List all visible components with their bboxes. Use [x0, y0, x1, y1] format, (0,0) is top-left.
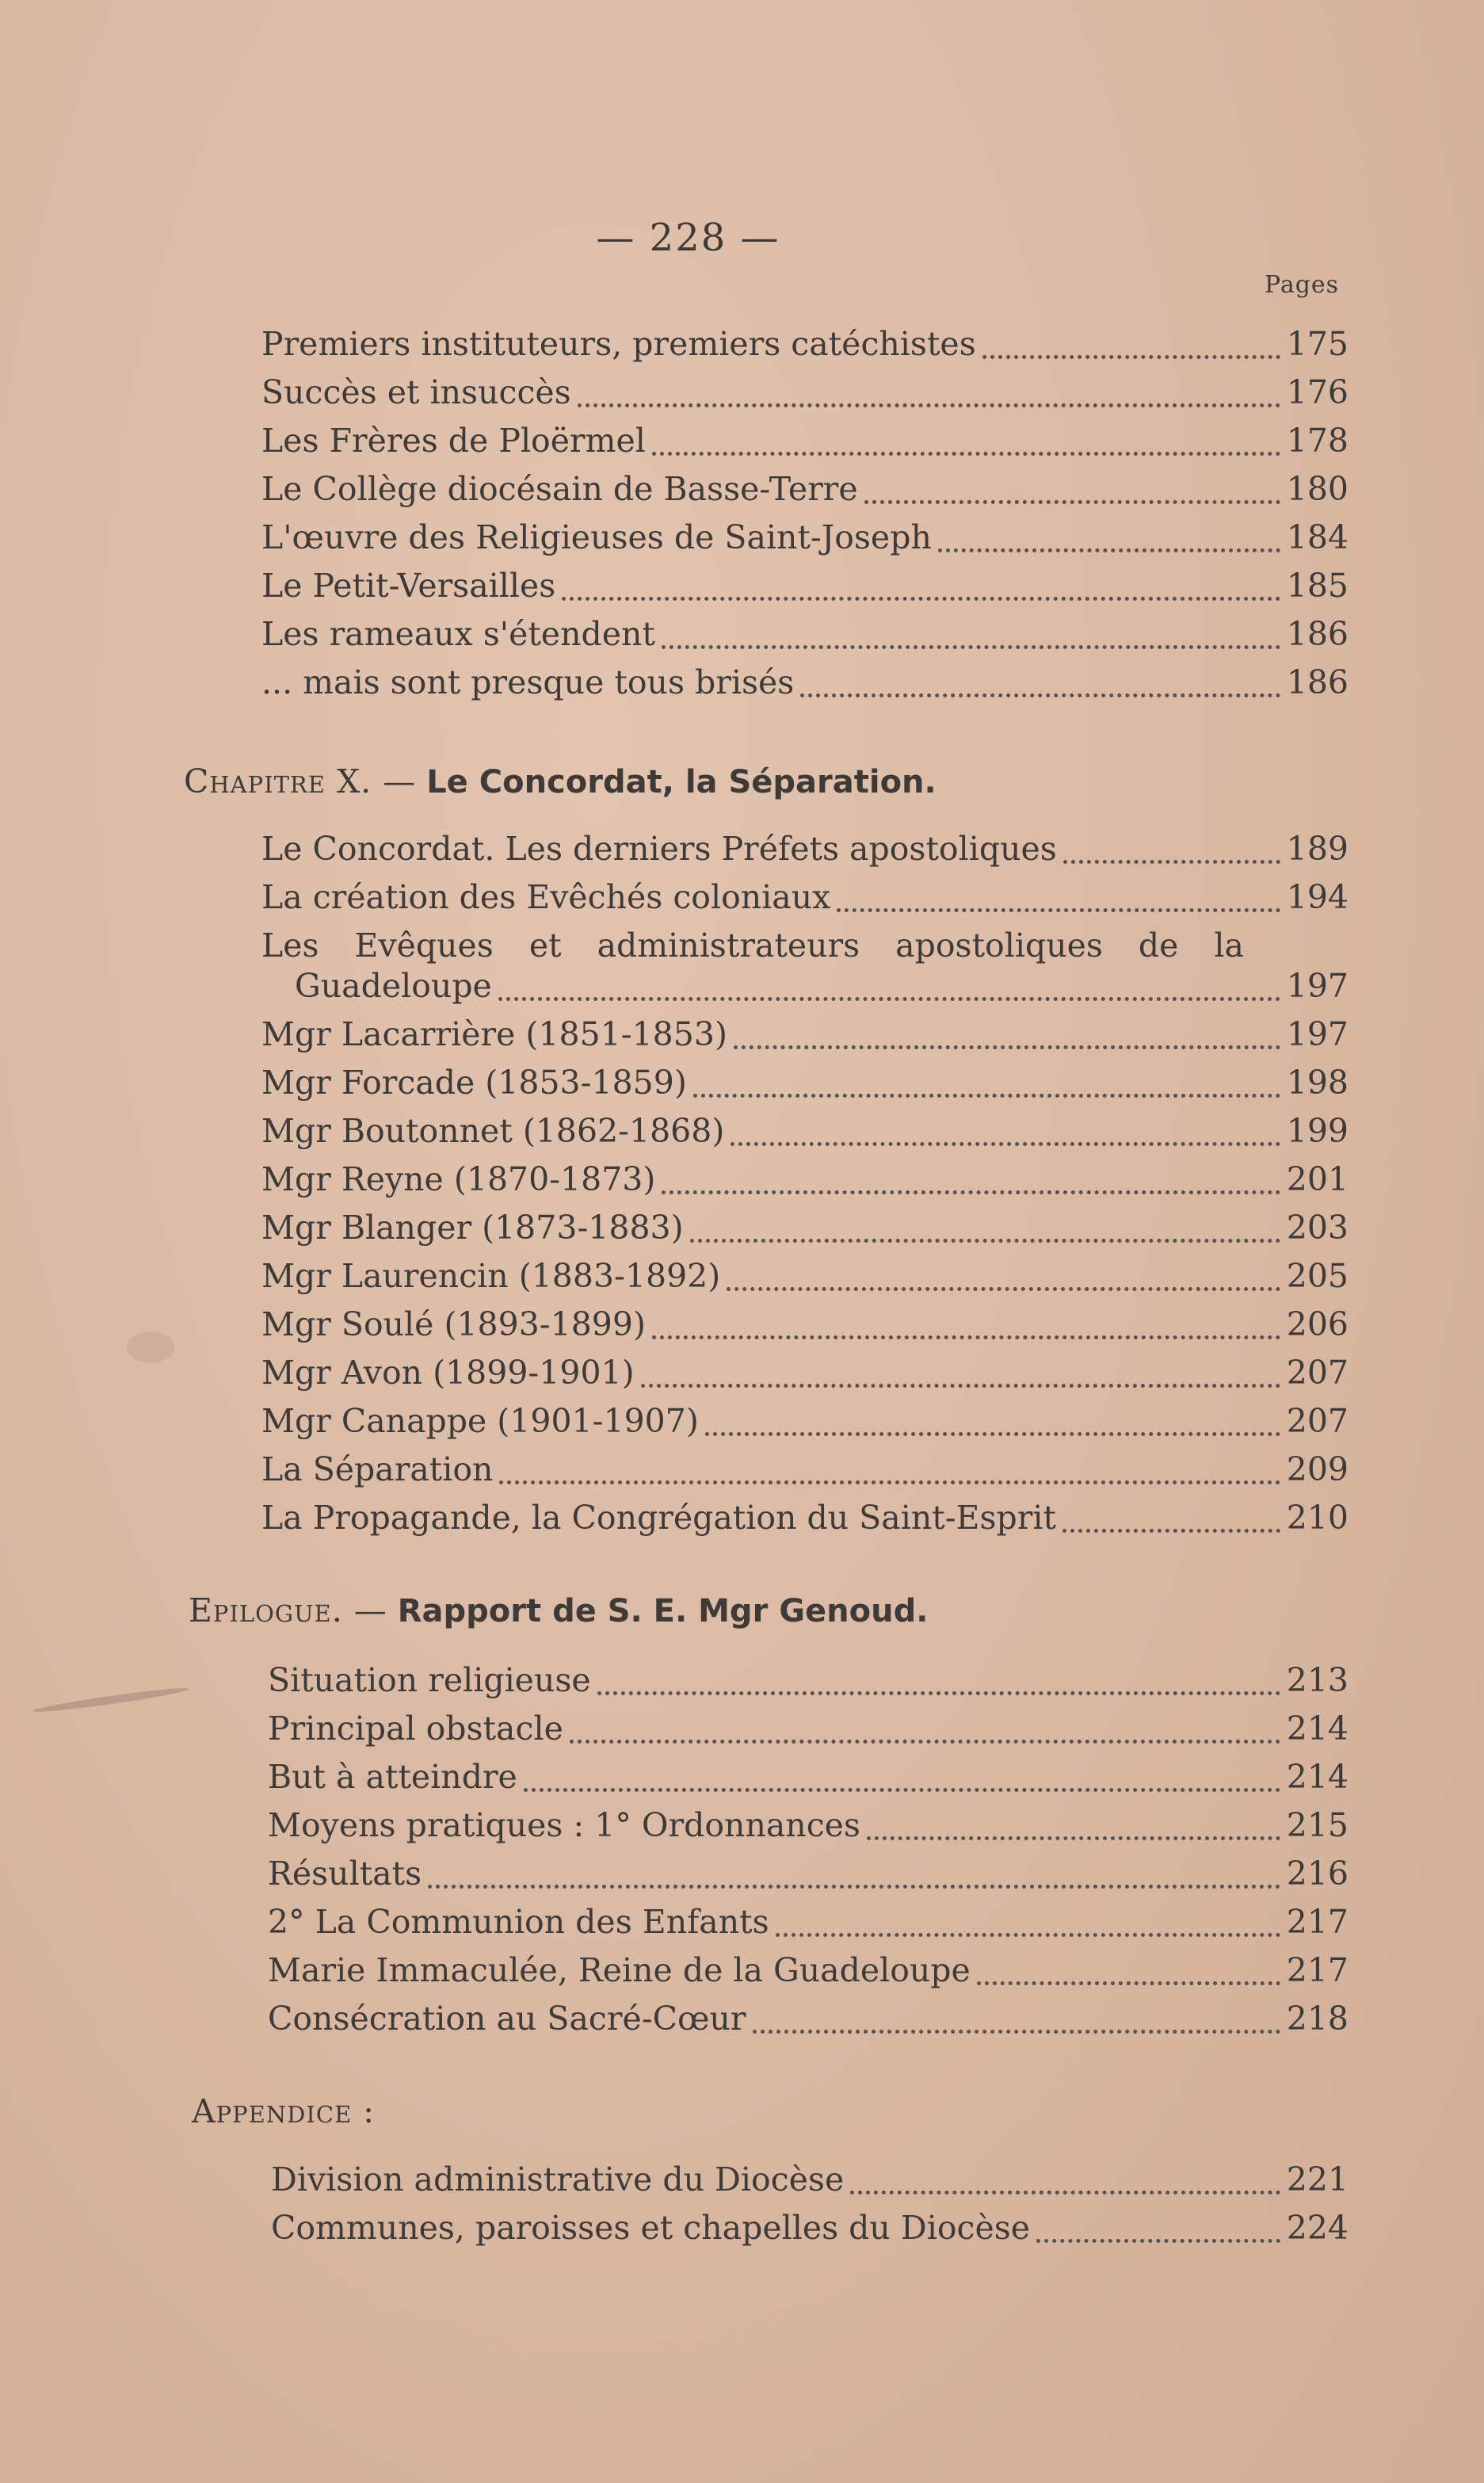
toc-entry-page: 189 — [1286, 830, 1349, 868]
toc-entry-page: 201 — [1286, 1160, 1349, 1198]
toc-entry-title: Mgr Soulé (1893-1899) — [261, 1305, 646, 1343]
toc-entry — [261, 1012, 1349, 1060]
toc-entry-title: La création des Evêchés coloniaux — [261, 878, 831, 916]
dot-leader — [705, 1432, 1280, 1436]
toc-entry — [268, 1996, 1349, 2044]
toc-entry — [261, 827, 1349, 874]
toc-entry-page: 210 — [1286, 1499, 1349, 1537]
toc-entry-title: Marie Immaculée, Reine de la Guadeloupe — [268, 1951, 971, 1989]
dot-leader — [428, 1885, 1280, 1889]
toc-entry — [271, 2157, 1349, 2205]
toc-entry — [268, 1851, 1349, 1899]
toc-entry — [261, 515, 1349, 563]
epilogue-title: Rapport de S. E. Mgr Genoud. — [397, 1593, 929, 1629]
toc-entry-title: Mgr Lacarrière (1851-1853) — [261, 1015, 727, 1053]
toc-entry-page: 213 — [1286, 1661, 1349, 1699]
toc-entry — [261, 1157, 1349, 1205]
dot-leader — [731, 1142, 1280, 1146]
toc-entry — [261, 875, 1349, 923]
dot-leader — [727, 1287, 1280, 1291]
toc-entry-title: Succès et insuccès — [261, 373, 571, 411]
toc-entry-page: 198 — [1286, 1064, 1349, 1102]
toc-entry — [295, 964, 1349, 1011]
toc-entry-page: 186 — [1286, 615, 1349, 653]
toc-entry — [261, 1350, 1349, 1398]
dot-leader — [597, 1691, 1280, 1695]
toc-entry-page: 217 — [1286, 1951, 1349, 1989]
toc-entry-page: 197 — [1286, 967, 1349, 1005]
dot-leader — [753, 2030, 1280, 2034]
toc-entry-page: 214 — [1286, 1709, 1349, 1748]
appendix-label: Appendice : — [192, 2092, 376, 2130]
toc-entry-title: Consécration au Sacré-Cœur — [268, 2000, 746, 2038]
toc-entry-title: Mgr Blanger (1873-1883) — [261, 1209, 684, 1247]
chapter-label: Chapitre X. — [184, 762, 372, 800]
toc-entry — [261, 1254, 1349, 1301]
dot-leader — [693, 1094, 1280, 1098]
toc-entry — [261, 418, 1349, 466]
toc-entry-page: 203 — [1286, 1209, 1349, 1247]
paper-stain — [32, 1685, 189, 1715]
epilogue-label: Epilogue. — [189, 1591, 343, 1629]
toc-entry-page: 199 — [1286, 1112, 1349, 1150]
dot-leader — [652, 452, 1280, 456]
toc-entry-page: 194 — [1286, 878, 1349, 916]
dot-leader — [837, 908, 1280, 912]
toc-entry — [261, 1447, 1349, 1495]
toc-entry-title: Mgr Avon (1899-1901) — [261, 1354, 635, 1392]
toc-entry-page: 206 — [1286, 1305, 1349, 1343]
toc-entry-title: Mgr Laurencin (1883-1892) — [261, 1257, 721, 1295]
toc-entry — [261, 660, 1349, 708]
toc-entry-title: La Propagande, la Congrégation du Saint-Esprit — [261, 1499, 1056, 1537]
dot-leader — [578, 403, 1280, 407]
toc-entry-title: Mgr Reyne (1870-1873) — [261, 1160, 656, 1198]
epilogue-heading — [189, 1588, 928, 1633]
toc-entry-page: 197 — [1286, 1015, 1349, 1053]
chapter-heading — [184, 759, 937, 804]
toc-entry-page: 214 — [1286, 1758, 1349, 1796]
toc-entry-title: Les rameaux s'étendent — [261, 615, 655, 653]
toc-entry-title: Le Petit-Versailles — [261, 567, 556, 605]
toc-entry — [261, 322, 1349, 369]
toc-entry — [271, 2206, 1349, 2253]
toc-entry-title: ... mais sont presque tous brisés — [261, 663, 795, 701]
toc-entry-page: 184 — [1286, 518, 1349, 556]
toc-entry-wrapped-line: Les Evêques et administrateurs apostoliques de la — [261, 926, 1244, 965]
toc-entry — [261, 1060, 1349, 1108]
toc-entry-title: Moyens pratiques : 1° Ordonnances — [268, 1806, 860, 1844]
toc-entry-title: La Séparation — [261, 1450, 494, 1488]
toc-entry-page: 176 — [1286, 373, 1349, 411]
page-number: — 228 — — [596, 216, 780, 260]
toc-entry — [268, 1658, 1349, 1706]
dot-leader — [562, 597, 1280, 601]
toc-entry-page: 218 — [1286, 2000, 1349, 2038]
dot-leader — [499, 1480, 1280, 1484]
toc-entry — [261, 1496, 1349, 1543]
toc-entry-title: Guadeloupe — [295, 967, 492, 1005]
pages-column-label: Pages — [1265, 271, 1340, 299]
toc-entry — [261, 1205, 1349, 1253]
chapter-title: Le Concordat, la Séparation. — [426, 764, 937, 800]
toc-entry — [261, 563, 1349, 611]
toc-entry-title: Le Collège diocésain de Basse-Terre — [261, 470, 858, 508]
toc-entry-title: L'œuvre des Religieuses de Saint-Joseph — [261, 518, 932, 556]
toc-entry-page: 207 — [1286, 1354, 1349, 1392]
dot-leader — [524, 1788, 1280, 1792]
toc-entry-title: Situation religieuse — [268, 1661, 591, 1699]
chapter-separator: — — [383, 762, 416, 800]
dot-leader — [867, 1836, 1280, 1840]
toc-entry-page: 215 — [1286, 1806, 1349, 1844]
toc-entry-page: 205 — [1286, 1257, 1349, 1295]
toc-entry-title: But à atteindre — [268, 1758, 517, 1796]
toc-entry-page: 185 — [1286, 567, 1349, 605]
toc-entry — [268, 1803, 1349, 1851]
epilogue-separator: — — [353, 1591, 387, 1629]
dot-leader — [864, 500, 1280, 504]
paper-stain — [127, 1331, 174, 1363]
toc-entry-page: 207 — [1286, 1402, 1349, 1440]
toc-entry-page: 186 — [1286, 663, 1349, 701]
dot-leader — [1062, 1529, 1280, 1533]
toc-entry-title: Les Frères de Ploërmel — [261, 422, 646, 460]
dot-leader — [652, 1335, 1280, 1339]
toc-entry — [268, 1900, 1349, 1947]
toc-entry — [261, 612, 1349, 659]
toc-entry-page: 216 — [1286, 1855, 1349, 1893]
toc-entry — [261, 467, 1349, 514]
toc-entry-page: 175 — [1286, 325, 1349, 363]
toc-entry-page: 178 — [1286, 422, 1349, 460]
dot-leader — [662, 1190, 1280, 1194]
dot-leader — [850, 2191, 1280, 2195]
dot-leader — [977, 1981, 1280, 1985]
dot-leader — [1063, 860, 1280, 864]
toc-entry-title: Le Concordat. Les derniers Préfets apostoliques — [261, 830, 1057, 868]
toc-entry-page: 224 — [1286, 2209, 1349, 2247]
dot-leader — [776, 1933, 1280, 1937]
toc-entry-title: Mgr Boutonnet (1862-1868) — [261, 1112, 725, 1150]
toc-entry-title: Communes, paroisses et chapelles du Diocèse — [271, 2209, 1031, 2247]
toc-entry-title: Mgr Canappe (1901-1907) — [261, 1402, 699, 1440]
dot-leader — [938, 548, 1280, 552]
toc-entry-page: 221 — [1286, 2160, 1349, 2198]
dot-leader — [498, 997, 1280, 1001]
toc-entry-title: Premiers instituteurs, premiers catéchistes — [261, 325, 976, 363]
toc-entry — [268, 1755, 1349, 1802]
dot-leader — [662, 645, 1280, 649]
dot-leader — [982, 355, 1280, 359]
toc-entry — [261, 370, 1349, 418]
dot-leader — [690, 1239, 1280, 1243]
toc-entry — [268, 1948, 1349, 1996]
dot-leader — [570, 1740, 1280, 1744]
toc-entry — [261, 1302, 1349, 1350]
toc-entry — [261, 1399, 1349, 1446]
toc-entry-title: 2° La Communion des Enfants — [268, 1903, 769, 1941]
toc-entry-title: Mgr Forcade (1853-1859) — [261, 1064, 687, 1102]
dot-leader — [1036, 2239, 1280, 2243]
dot-leader — [641, 1384, 1280, 1388]
toc-entry-title: Résultats — [268, 1855, 422, 1893]
toc-entry-page: 217 — [1286, 1903, 1349, 1941]
toc-entry-page: 209 — [1286, 1450, 1349, 1488]
toc-entry-title: Division administrative du Diocèse — [271, 2160, 845, 2198]
dot-leader — [800, 693, 1280, 697]
toc-entry-title: Principal obstacle — [268, 1709, 563, 1748]
appendix-heading — [192, 2089, 375, 2133]
toc-entry — [268, 1706, 1349, 1754]
toc-entry — [261, 1109, 1349, 1156]
dot-leader — [734, 1045, 1280, 1049]
toc-entry-page: 180 — [1286, 470, 1349, 508]
